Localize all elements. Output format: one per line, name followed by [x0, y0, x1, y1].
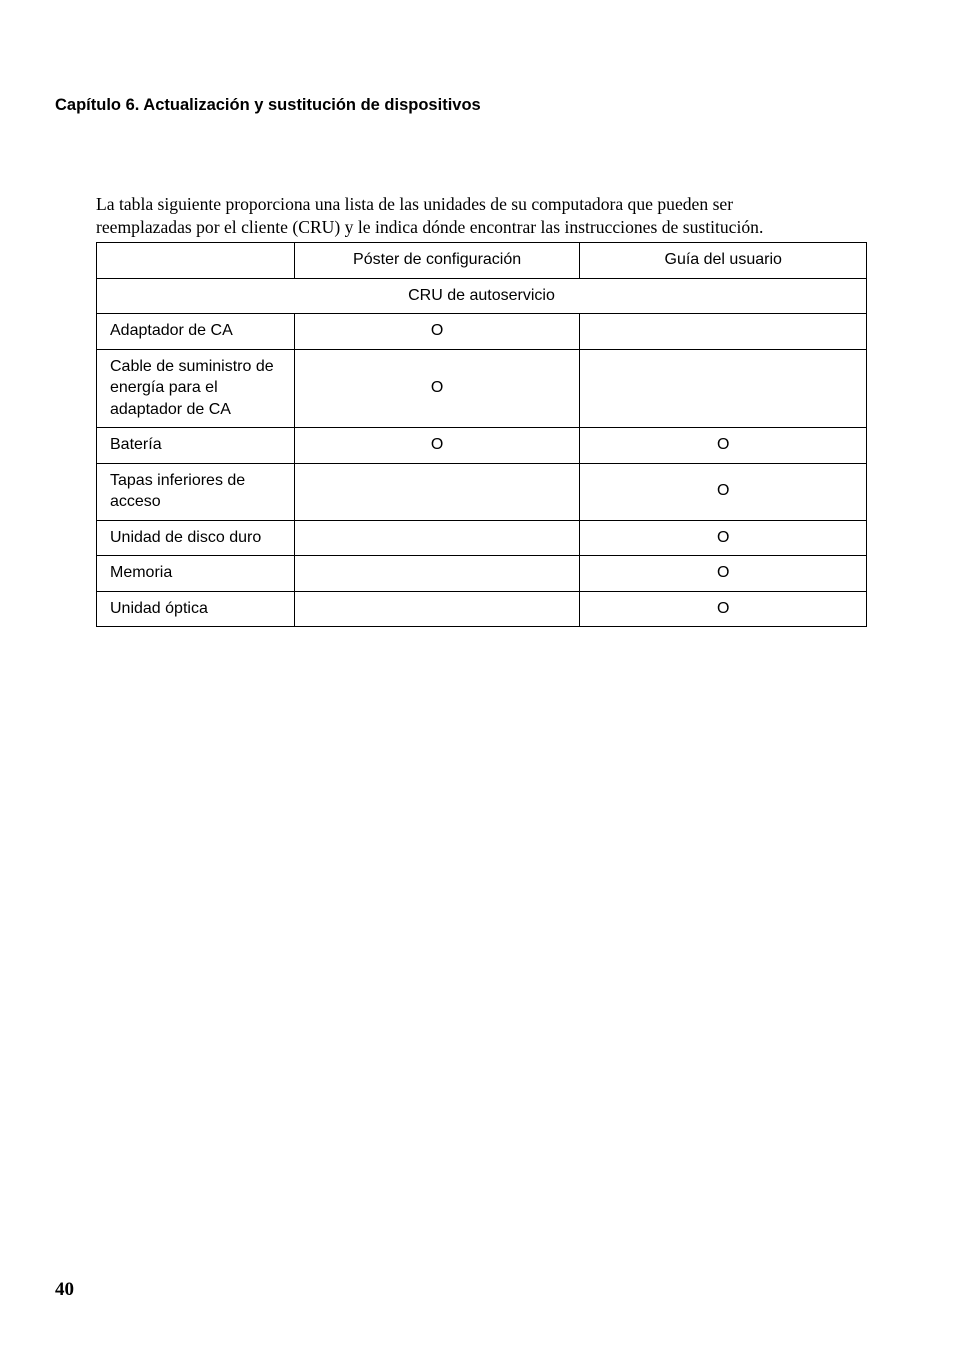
table-row: [97, 463, 867, 520]
row-poster-mark: O: [294, 349, 580, 428]
cru-table: [96, 242, 867, 627]
row-guide-mark: [580, 314, 867, 350]
column-header-empty: [97, 243, 295, 279]
row-poster-mark: [294, 463, 580, 520]
intro-line-2: reemplazadas por el cliente (CRU) y le indica dónde encontrar las instrucciones de sustitución.: [96, 216, 764, 237]
row-label: Adaptador de CA: [97, 314, 295, 350]
row-guide-mark: O: [580, 428, 867, 464]
row-guide-mark: O: [580, 556, 867, 592]
row-poster-mark: [294, 591, 580, 627]
row-label: Batería: [97, 428, 295, 464]
column-header-guide: Guía del usuario: [580, 243, 867, 279]
row-label: Unidad de disco duro: [97, 520, 295, 556]
intro-paragraph: [96, 193, 876, 238]
table-row: [97, 428, 867, 464]
row-poster-mark: [294, 520, 580, 556]
column-header-poster: Póster de configuración: [294, 243, 580, 279]
table-row: [97, 556, 867, 592]
table-header-row: [97, 243, 867, 279]
row-poster-mark: O: [294, 428, 580, 464]
row-label: Unidad óptica: [97, 591, 295, 627]
table-row: [97, 520, 867, 556]
table-row: [97, 591, 867, 627]
section-title: CRU de autoservicio: [97, 278, 867, 314]
row-poster-mark: O: [294, 314, 580, 350]
row-guide-mark: [580, 349, 867, 428]
row-label: Memoria: [97, 556, 295, 592]
table-row: [97, 349, 867, 428]
row-guide-mark: O: [580, 520, 867, 556]
page-number: 40: [55, 1279, 74, 1300]
table-row: [97, 314, 867, 350]
row-label: Tapas inferiores de acceso: [97, 463, 295, 520]
intro-line-1: La tabla siguiente proporciona una lista de las unidades de su computadora que pueden ser: [96, 194, 734, 214]
table-section-row: [97, 278, 867, 314]
row-label: Cable de suministro de energía para el adaptador de CA: [97, 349, 295, 428]
chapter-heading: Capítulo 6. Actualización y sustitución de dispositivos: [55, 96, 481, 114]
row-guide-mark: O: [580, 591, 867, 627]
row-guide-mark: O: [580, 463, 867, 520]
row-poster-mark: [294, 556, 580, 592]
